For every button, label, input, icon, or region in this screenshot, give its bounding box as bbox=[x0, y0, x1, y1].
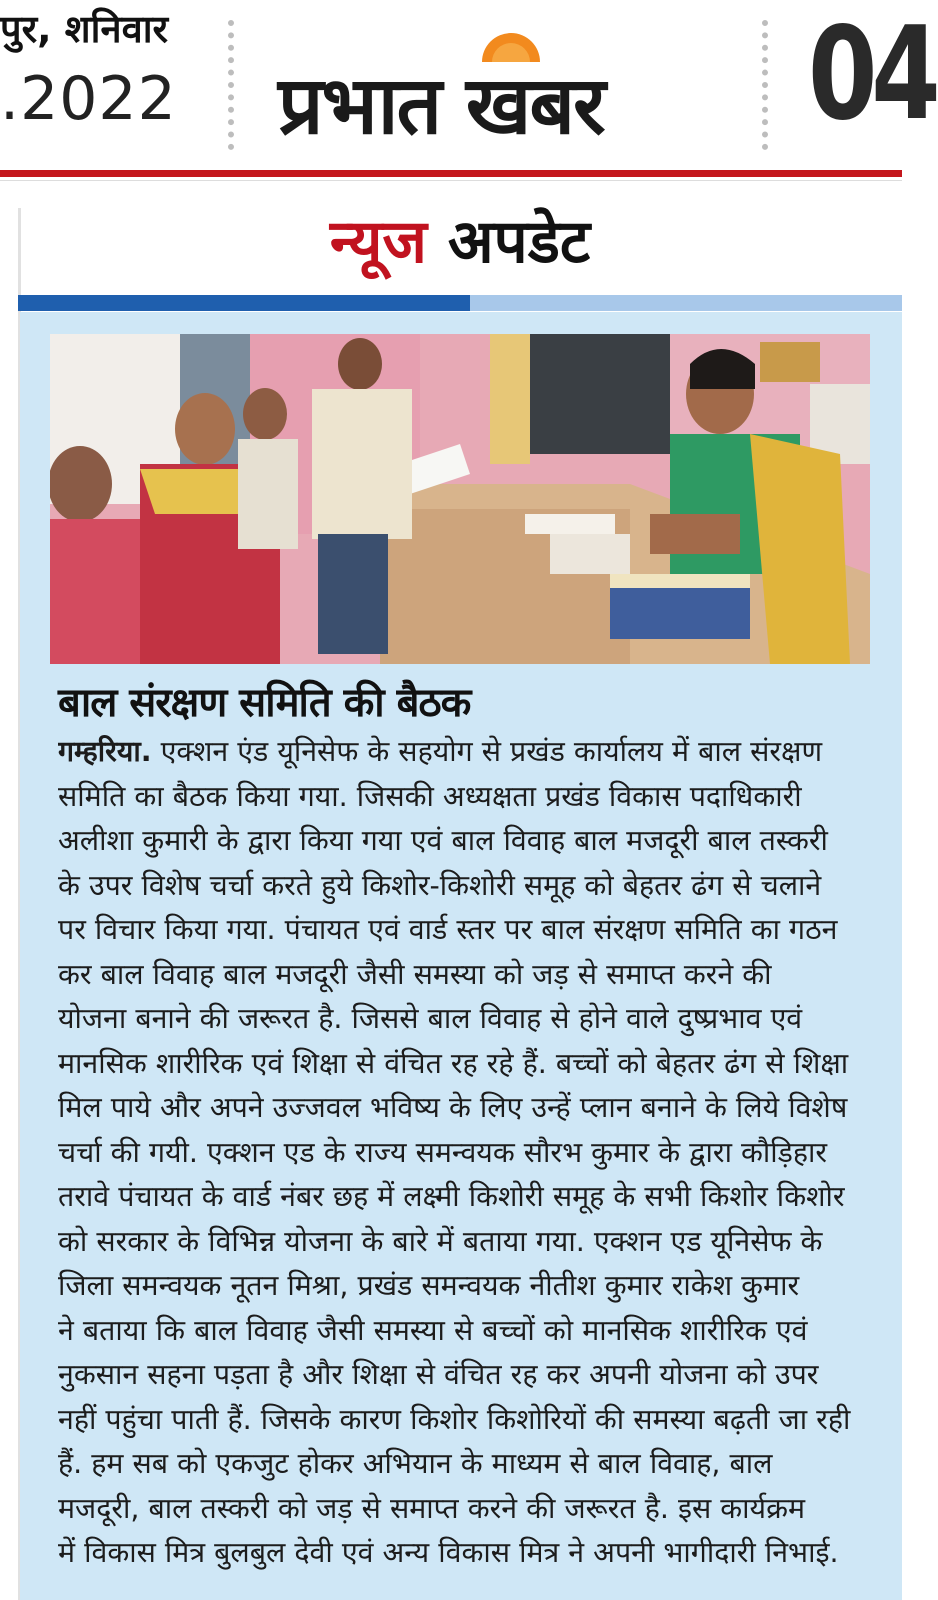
article-line: मजदूरी, बाल तस्करी को जड़ से समाप्त करने की जरूरत है. इस कार्यक्रम bbox=[58, 1491, 806, 1525]
article-line: समिति का बैठक किया गया. जिसकी अध्यक्षता प्रखंड विकास पदाधिकारी bbox=[58, 779, 802, 813]
article-body bbox=[58, 730, 888, 1576]
article-line: चर्चा की गयी. एक्शन एड के राज्य समन्वयक सौरभ कुमार के द्वारा कौड़िहार bbox=[58, 1135, 828, 1169]
article-line: नुकसान सहना पड़ता है और शिक्षा से वंचित रह कर अपनी योजना को उपर bbox=[58, 1358, 819, 1391]
article-line: ने बताया कि बाल विवाह जैसी समस्या से बच्चों को मानसिक शारीरिक एवं bbox=[58, 1313, 808, 1347]
article-line: तरावे पंचायत के वार्ड नंबर छह में लक्ष्मी किशोरी समूह के सभी किशोर किशोर bbox=[58, 1180, 845, 1213]
article-line: नहीं पहुंचा पाती हैं. जिसके कारण किशोर किशोरियों की समस्या बढ़ती जा रही bbox=[58, 1402, 851, 1436]
article-line: गम्हरिया. एक्शन एंड यूनिसेफ के सहयोग से प्रखंड कार्यालय में बाल संरक्षण bbox=[58, 735, 823, 768]
article-line: मानसिक शारीरिक एवं शिक्षा से वंचित रह रहे हैं. बच्चों को बेहतर ढंग से शिक्षा bbox=[58, 1046, 849, 1080]
section-bar-dark bbox=[18, 295, 470, 311]
section-heading-word1: न्यूज bbox=[329, 207, 427, 277]
section-heading bbox=[18, 198, 902, 280]
page-number: 04 bbox=[808, 0, 935, 149]
article-line: में विकास मित्र बुलबुल देवी एवं अन्य विकास मित्र ने अपनी भागीदारी निभाई. bbox=[58, 1536, 839, 1569]
masthead-underline bbox=[0, 180, 902, 181]
article-line: को सरकार के विभिन्न योजना के बारे में बताया गया. एक्शन एड यूनिसेफ के bbox=[58, 1224, 823, 1258]
masthead-rule bbox=[0, 170, 902, 177]
masthead-separator bbox=[228, 20, 234, 150]
article-line: पर विचार किया गया. पंचायत एवं वार्ड स्तर पर बाल संरक्षण समिति का गठन bbox=[58, 913, 838, 946]
article-line: मिल पाये और अपने उज्जवल भविष्य के लिए उन्हें प्लान बनाने के लिये विशेष bbox=[58, 1091, 848, 1124]
newspaper-logo: प्रभात खबर bbox=[278, 59, 604, 152]
article-headline: बाल संरक्षण समिति की बैठक bbox=[58, 680, 471, 726]
article-line: अलीशा कुमारी के द्वारा किया गया एवं बाल विवाह बाल मजदूरी बाल तस्करी bbox=[58, 824, 828, 857]
masthead-separator bbox=[762, 20, 768, 150]
masthead bbox=[0, 0, 938, 168]
issue-date-year: .2022 bbox=[0, 64, 177, 134]
section-heading-word2: अपडेट bbox=[447, 207, 591, 277]
article-line: हैं. हम सब को एकजुट होकर अभियान के माध्यम से बाल विवाह, बाल bbox=[58, 1447, 773, 1480]
article-line: योजना बनाने की जरूरत है. जिससे बाल विवाह से होने वाले दुष्प्रभाव एवं bbox=[58, 1002, 803, 1035]
article-line: के उपर विशेष चर्चा करते हुये किशोर-किशोरी समूह को बेहतर ढंग से चलाने bbox=[58, 868, 822, 902]
issue-date-day: पुर, शनिवार bbox=[0, 7, 169, 51]
meeting-photo bbox=[50, 334, 870, 664]
article-line: जिला समन्वयक नूतन मिश्रा, प्रखंड समन्वयक नीतीश कुमार राकेश कुमार bbox=[58, 1269, 800, 1302]
section-bar-light bbox=[470, 295, 902, 311]
article-line: कर बाल विवाह बाल मजदूरी जैसी समस्या को जड़ से समाप्त करने की bbox=[58, 957, 772, 991]
article-dateline: गम्हरिया. bbox=[58, 735, 152, 768]
